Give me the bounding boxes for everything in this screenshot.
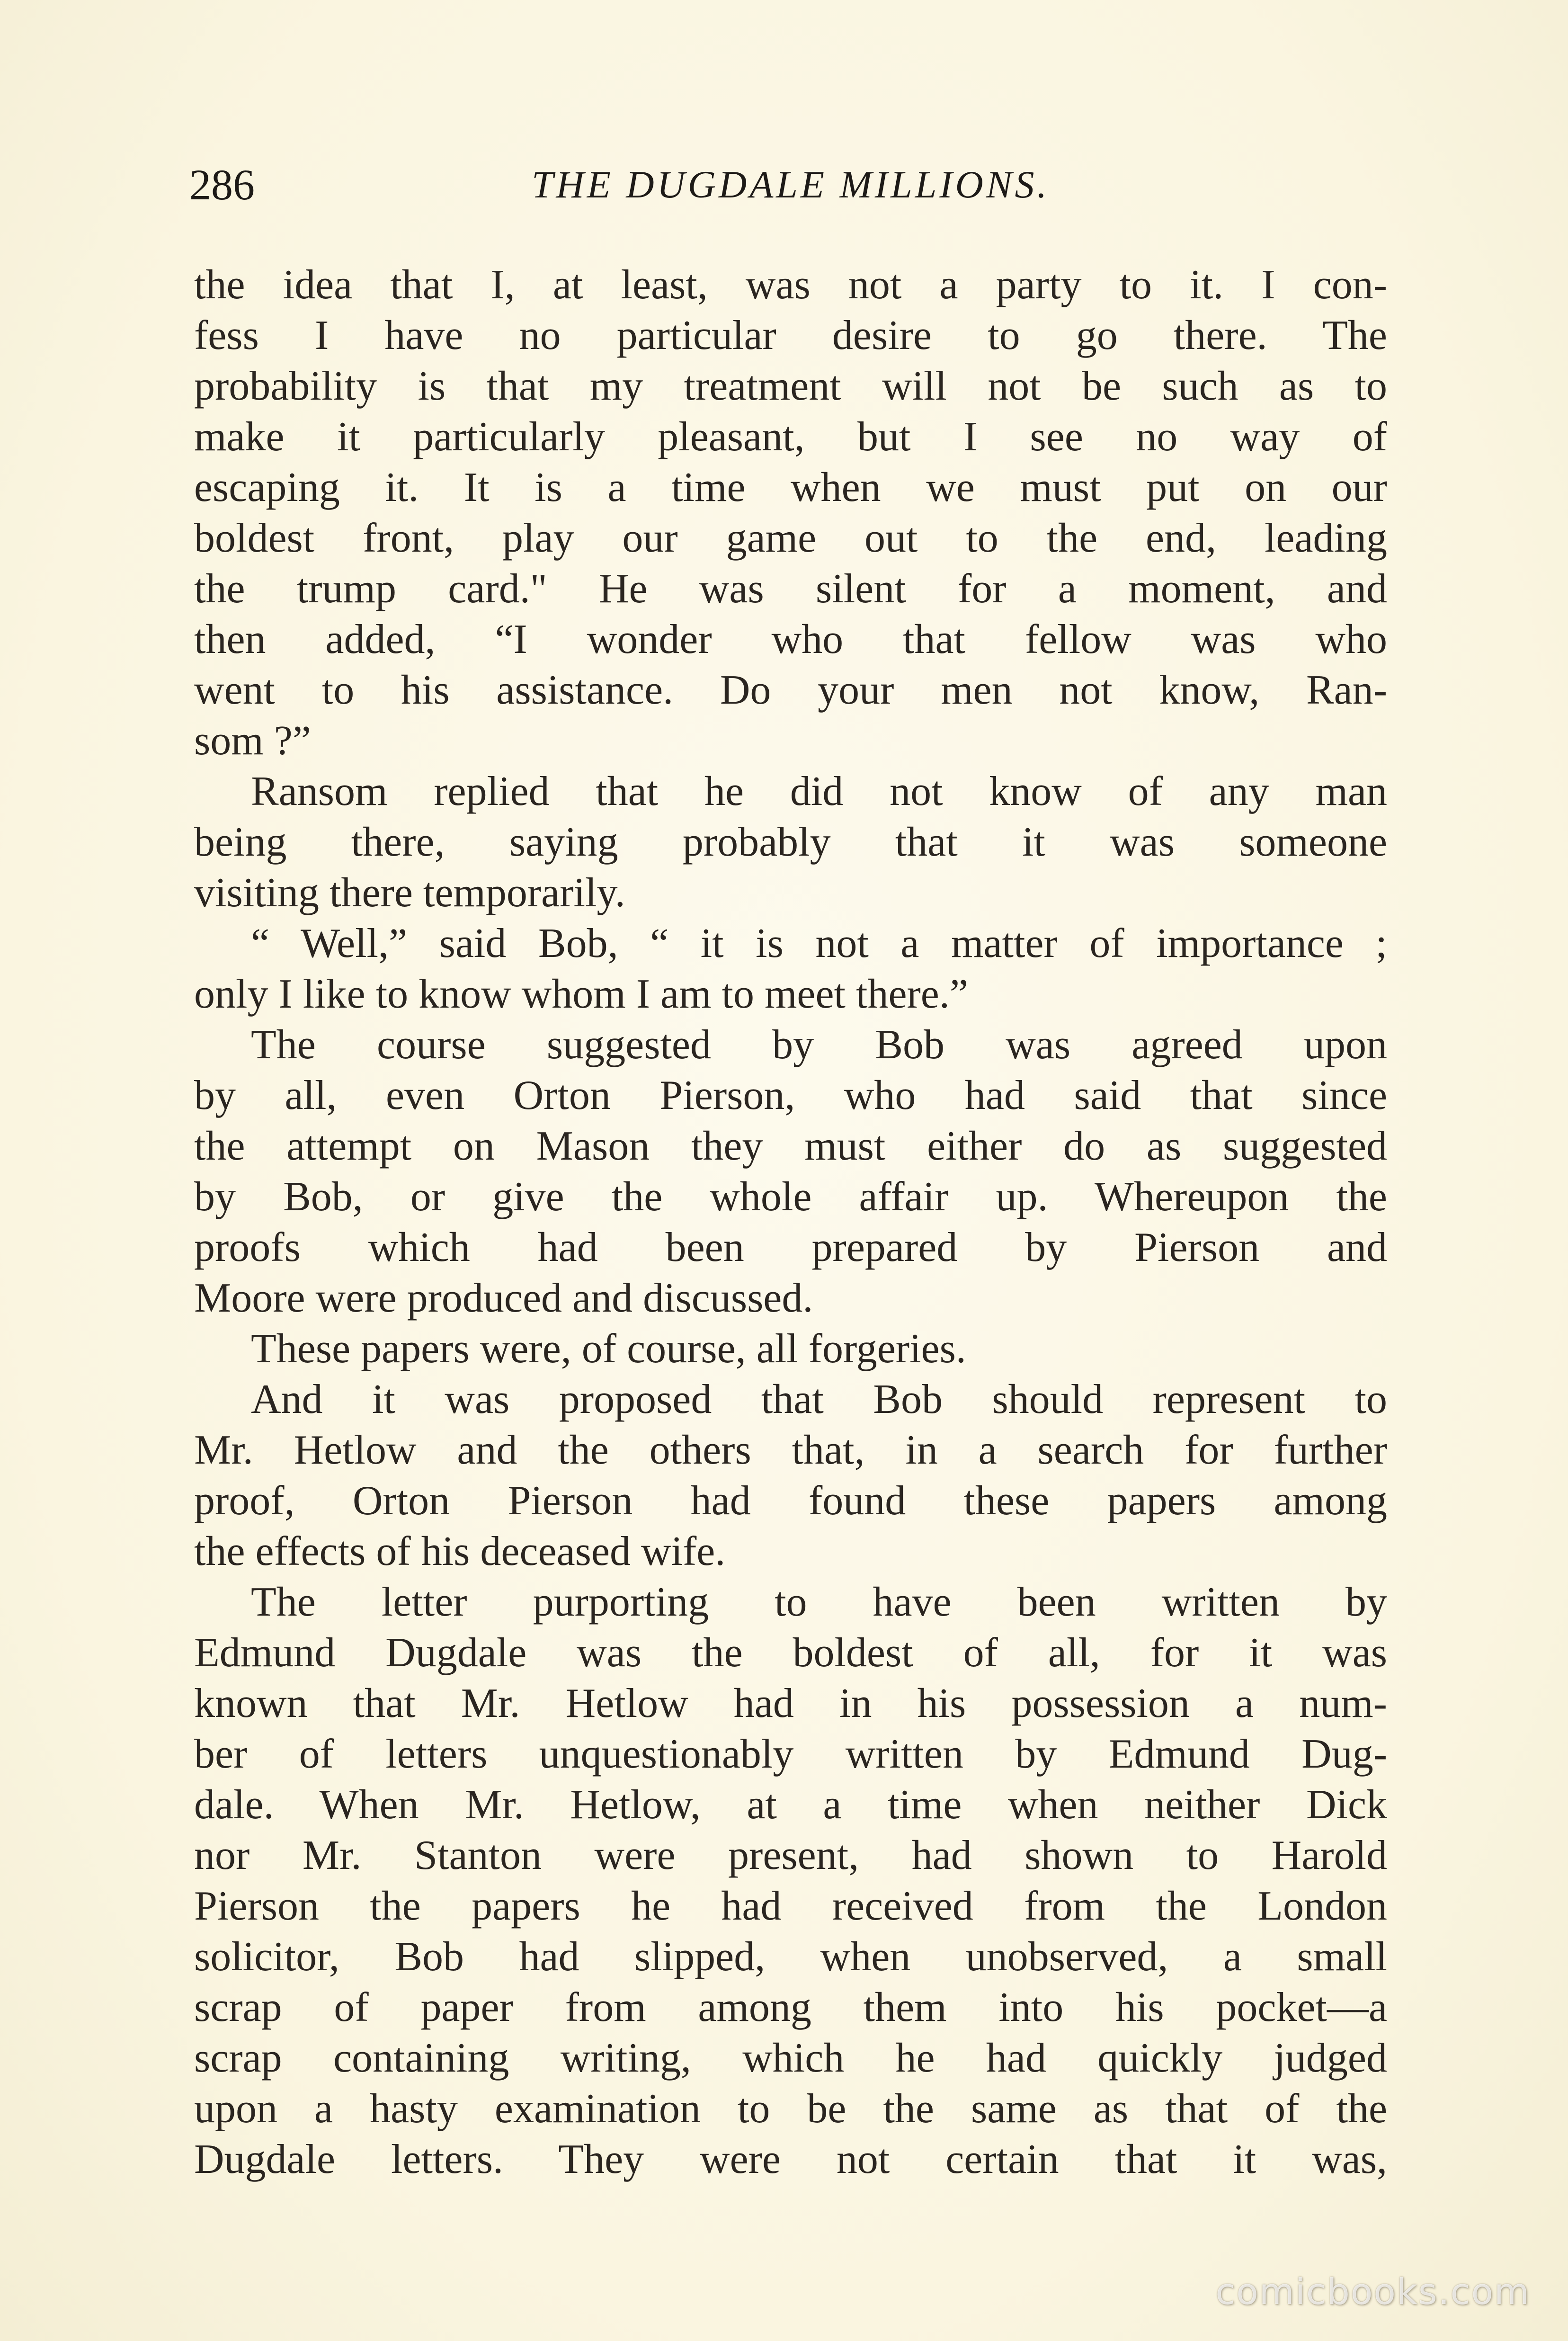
text-line: only I like to know whom I am to meet there.” [194,971,968,1017]
text-line: proof, Orton Pierson had found these papers among [194,1478,1387,1524]
text-line: make it particularly pleasant, but I see no way of [194,414,1387,460]
text-line: proofs which had been prepared by Pierson and [194,1224,1387,1270]
text-line: nor Mr. Stanton were present, had shown to Harold [194,1832,1387,1878]
text-line: went to his assistance. Do your men not know, Ran- [194,667,1387,713]
text-line: The letter purporting to have been written by [251,1579,1387,1625]
text-line: Pierson the papers he had received from the London [194,1883,1387,1929]
text-line: Dugdale letters. They were not certain that it was, [194,2136,1387,2182]
text-line: Mr. Hetlow and the others that, in a search for further [194,1427,1387,1473]
text-line: then added, “I wonder who that fellow was who [194,617,1387,662]
text-line: the attempt on Mason they must either do as suggested [194,1123,1387,1169]
text-line: the idea that I, at least, was not a party to it. I con- [194,262,1387,308]
text-line: Ransom replied that he did not know of any man [251,768,1387,814]
text-line: escaping it. It is a time when we must put on our [194,465,1387,510]
text-line: som ?” [194,718,311,764]
page-header [189,156,1392,213]
page-number: 286 [189,161,255,209]
text-line: dale. When Mr. Hetlow, at a time when neither Dick [194,1782,1387,1828]
text-line: ber of letters unquestionably written by Edmund Dug- [194,1731,1387,1777]
text-line: the trump card." He was silent for a moment, and [194,566,1387,612]
text-line: And it was proposed that Bob should represent to [251,1376,1387,1422]
text-line: scrap of paper from among them into his pocket—a [194,1984,1387,2030]
text-line: The course suggested by Bob was agreed upon [251,1022,1387,1068]
text-line: boldest front, play our game out to the end, leading [194,515,1387,561]
text-line: Edmund Dugdale was the boldest of all, for it was [194,1630,1387,1676]
text-line: fess I have no particular desire to go there. The [194,313,1387,358]
running-title: THE DUGDALE MILLIONS. [531,163,1050,206]
text-line: known that Mr. Hetlow had in his possession a num- [194,1680,1387,1726]
text-line: solicitor, Bob had slipped, when unobserved, a small [194,1934,1387,1980]
watermark: comicbooks.com [1215,2270,1530,2313]
text-line: upon a hasty examination to be the same as that of the [194,2086,1387,2132]
text-line: visiting there temporarily. [194,870,625,916]
body-text [194,259,1387,2185]
text-line: scrap containing writing, which he had quickly judged [194,2035,1387,2081]
text-line: “ Well,” said Bob, “ it is not a matter of importance ; [251,920,1387,966]
text-line: probability is that my treatment will not be such as to [194,363,1387,409]
text-line: by Bob, or give the whole affair up. Whereupon the [194,1174,1387,1220]
text-line: These papers were, of course, all forgeries. [251,1326,966,1372]
text-line: Moore were produced and discussed. [194,1275,813,1321]
text-line: by all, even Orton Pierson, who had said that since [194,1072,1387,1118]
text-line: being there, saying probably that it was someone [194,819,1387,865]
text-line: the effects of his deceased wife. [194,1528,726,1574]
